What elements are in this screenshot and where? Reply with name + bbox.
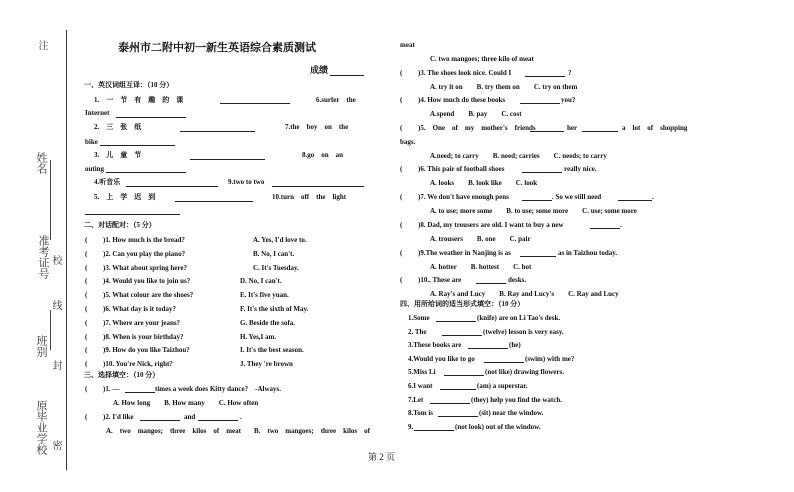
margin-class-label: 班别 (35, 335, 47, 357)
answer-paren[interactable]: ( (85, 236, 88, 244)
s1-blank-7[interactable] (100, 145, 175, 146)
s3-q8-paren[interactable]: ( (400, 221, 403, 229)
s3-q3-qmark: ? (568, 69, 572, 77)
s3-q2-text: )2. I'd like (103, 413, 134, 421)
margin-seal-xian: 线 (50, 300, 61, 310)
s3-q2-blank-1[interactable] (140, 420, 180, 421)
s3-q2-option-b-cont: meat (400, 41, 415, 49)
s1-item-9: 9.two to two (228, 178, 265, 186)
margin-exam-number-label: 准考证号 (37, 235, 49, 279)
page-title: 泰州市二附中初一新生英语综合素质测试 (118, 42, 316, 54)
fill-in-suffix: (am) a superstar. (477, 382, 528, 390)
s3-q1-options: A. How long B. How many C. How often (113, 399, 259, 407)
s1-item-5: 5. 上 学 迟 到 (94, 193, 156, 201)
margin-blank-2 (50, 310, 51, 350)
s3-q9-paren[interactable]: ( (400, 249, 403, 257)
s3-q1-blank[interactable] (125, 392, 155, 393)
answer-paren[interactable]: ( (85, 360, 88, 368)
s1-blank-1[interactable] (220, 103, 290, 104)
s3-q8-text: )8. Dad, my trousers are old. I want to buy a new (418, 221, 564, 229)
fill-in-suffix: (they) help you find the watch. (471, 396, 563, 404)
section3-heading: 三、选择填空：（10 分） (84, 371, 160, 379)
s1-item-8: 8.go on an (302, 151, 344, 159)
s1-item-6: 6.surfer the (316, 96, 356, 104)
s3-q5-text-end: a lot of shopping (622, 124, 688, 132)
s3-q9-options: A. hotter B. hottest C. hot (430, 263, 532, 271)
margin-blank-1 (50, 160, 51, 240)
fill-in-suffix: (swim) with me? (525, 355, 575, 363)
s3-q7-options: A. to use; more some B. to use; some more C. use; some more (430, 207, 637, 215)
s3-q5-blank-2[interactable] (582, 131, 618, 132)
matching-answer: B. No, I can't. (253, 250, 295, 258)
answer-paren[interactable]: ( (85, 346, 88, 354)
s1-item-7-cont: bike (85, 138, 98, 146)
s3-q8-options: A. trousers B. one C. pair (430, 235, 531, 243)
matching-question: )4. Would you like to join us? (103, 277, 191, 285)
s3-q10-text: )10.. These are (418, 276, 462, 284)
s3-q7-blank-2[interactable] (618, 200, 652, 201)
matching-answer: F. It's the sixth of May. (240, 305, 309, 313)
s3-q7-paren[interactable]: ( (400, 193, 403, 201)
s1-blank-5[interactable] (175, 201, 253, 202)
fill-in-blank[interactable] (444, 375, 484, 376)
s1-blank-10[interactable] (85, 214, 180, 215)
s3-q6-text-end: really nice. (564, 165, 597, 173)
fill-in-blank[interactable] (414, 430, 454, 431)
s3-q2-and: and (184, 413, 196, 421)
fill-in-suffix: (twelve) lesson is very easy. (483, 328, 564, 336)
s3-q6-blank[interactable] (522, 172, 562, 173)
s1-item-7: 7.the boy on the (285, 123, 349, 131)
score-blank[interactable] (330, 75, 364, 76)
matching-answer: E. It's five yuan. (240, 291, 289, 299)
binding-line (66, 30, 67, 470)
s3-q10-text-end: desks. (508, 276, 527, 284)
s3-q5-her: her (567, 124, 578, 132)
s3-q3-blank[interactable] (525, 76, 565, 77)
section1-heading: 一、英汉词组互译：（10 分） (84, 81, 174, 89)
matching-question: )9. How do you like Taizhou? (103, 346, 190, 354)
s3-q5-text-cont: bags. (400, 138, 416, 146)
fill-in-prefix: 3.These books are (408, 341, 462, 349)
s3-q1-text: )1. — (103, 385, 120, 393)
s3-q5-text: )5. One of my mother's friends (418, 124, 536, 132)
answer-paren[interactable]: ( (85, 264, 88, 272)
s1-blank-2[interactable] (180, 131, 255, 132)
s1-item-4: 4.听音乐 (94, 178, 121, 186)
s3-q10-blank[interactable] (476, 283, 506, 284)
fill-in-suffix: (knife) are on Li Tao's desk. (477, 314, 561, 322)
answer-paren[interactable]: ( (85, 250, 88, 258)
s1-blank-9[interactable] (272, 186, 364, 187)
matching-answer: H. Yes,I am. (240, 333, 277, 341)
fill-in-prefix: 8.Tom is (408, 409, 434, 417)
matching-question: )10. You're Nick, right? (103, 360, 173, 368)
fill-in-prefix: 5.Miss Li (408, 368, 436, 376)
answer-paren[interactable]: ( (85, 333, 88, 341)
section4-heading: 四、用所给词的适当形式填空：（10 分） (400, 300, 525, 308)
fill-in-blank[interactable] (484, 362, 524, 363)
s3-q2-option-b: B. two mangoes; three kilos of (254, 427, 370, 435)
s3-q2-period: . (240, 413, 242, 421)
s3-q2-paren[interactable]: ( (85, 413, 88, 421)
fill-in-prefix: 7.Let (408, 396, 424, 404)
matching-question: )3. What about spring here? (103, 264, 187, 272)
fill-in-blank[interactable] (430, 403, 470, 404)
s3-q6-text: )6. This pair of football shoes (418, 165, 505, 173)
margin-name-label: 姓名 (35, 152, 47, 174)
s3-q7-period: . (652, 193, 654, 201)
matching-question: )6. What day is it today? (103, 305, 176, 313)
s3-q4-text: )4. How much do these books (418, 96, 506, 104)
matching-question: )7. Where are your jeans? (103, 319, 181, 327)
matching-question: )8. When is your birthday? (103, 333, 184, 341)
s1-item-2: 2. 三 张 纸 (94, 123, 142, 131)
s3-q8-blank[interactable] (590, 228, 620, 229)
matching-question: )2. Can you play the piano? (103, 250, 186, 258)
s3-q1-paren[interactable]: ( (85, 385, 88, 393)
matching-question: )5. What colour are the shoes? (103, 291, 194, 299)
answer-paren[interactable]: ( (85, 277, 88, 285)
s3-q7-blank-1[interactable] (522, 200, 552, 201)
matching-answer: C. It's Tuesday. (253, 264, 299, 272)
s3-q8-period: . (620, 221, 622, 229)
s1-blank-8[interactable] (106, 172, 186, 173)
fill-in-blank[interactable] (436, 321, 476, 322)
fill-in-suffix: (sit) near the window. (479, 409, 544, 417)
answer-paren[interactable]: ( (85, 319, 88, 327)
matching-answer: G. Beside the sofa. (240, 319, 296, 327)
fill-in-suffix: (not like) drawing flowers. (485, 368, 564, 376)
s1-item-6-cont: Internet (85, 109, 110, 117)
fill-in-prefix: 4.Would you like to go (408, 355, 475, 363)
s3-q9-blank[interactable] (520, 256, 556, 257)
margin-school-label: 原毕业学校 (35, 400, 47, 455)
page-number: 第 2 页 (368, 452, 396, 462)
fill-in-prefix: 6.I want (408, 382, 433, 390)
margin-note-zhu: 注 (36, 40, 47, 50)
s3-q5-options: A.need; to carry B. need; carries C. needs; to carry (430, 152, 607, 160)
s3-q2-option-a: A. two mangos; three kilos of meat (106, 427, 241, 435)
margin-seal-feng: 封 (50, 360, 61, 370)
fill-in-prefix: 1.Some (408, 314, 430, 322)
fill-in-blank[interactable] (468, 348, 508, 349)
s3-q4-paren[interactable]: ( (400, 96, 403, 104)
s3-q9-text: )9.The weather in Nanjing is as (418, 249, 511, 257)
s3-q4-blank[interactable] (520, 103, 560, 104)
s1-blank-6[interactable] (116, 117, 186, 118)
s3-q5-blank-1[interactable] (530, 131, 564, 132)
s3-q2-option-c: C. two mangoes; three kilo of meat (430, 55, 534, 63)
answer-paren[interactable]: ( (85, 305, 88, 313)
matching-answer: I. It's the best season. (240, 346, 304, 354)
s1-item-3: 3. 儿 童 节 (94, 151, 142, 159)
section2-heading: 二、对话配对：（5 分） (84, 221, 156, 229)
fill-in-blank[interactable] (442, 335, 482, 336)
s3-q3-paren[interactable]: ( (400, 69, 403, 77)
s1-blank-4[interactable] (126, 186, 218, 187)
fill-in-blank[interactable] (440, 389, 476, 390)
s3-q10-paren[interactable]: ( (400, 276, 403, 284)
s3-q6-options: A. looks B. look like C. look (430, 179, 538, 187)
s3-q3-options: A. try it on B. try them on C. try on them (430, 83, 578, 91)
fill-in-prefix: 2. The (408, 328, 427, 336)
margin-seal-mi: 密 (50, 440, 61, 450)
s3-q5-paren[interactable]: ( (400, 124, 403, 132)
answer-paren[interactable]: ( (85, 291, 88, 299)
s1-item-1: 1. 一 节 有 趣 的 课 (94, 96, 184, 104)
matching-answer: D. No, I can't. (240, 277, 282, 285)
score-label: 成绩 (310, 65, 329, 75)
fill-in-suffix: (he) (509, 341, 521, 349)
s3-q6-paren[interactable]: ( (400, 165, 403, 173)
s3-q3-text: )3. The shoes look nice. Could I (418, 69, 512, 77)
matching-answer: J. They 're brown (240, 360, 293, 368)
s1-item-8-cont: outing (85, 165, 105, 173)
s1-blank-3[interactable] (190, 159, 265, 160)
matching-answer: A. Yes, I'd love to. (253, 236, 307, 244)
s3-q10-options: A. Ray's and Lucy B. Ray and Lucy's C. Ray and Lucy (430, 290, 619, 298)
s3-q4-options: A.spend B. pay C. cost (430, 110, 522, 118)
fill-in-blank[interactable] (438, 416, 478, 417)
s3-q1-text-end: times a week does Kitty dance? -Always. (155, 385, 281, 393)
s1-item-10: 10.turn off the light (272, 193, 347, 201)
s3-q9-text-end: as in Taizhou today. (558, 249, 618, 257)
s3-q2-blank-2[interactable] (198, 420, 238, 421)
s3-q7-text: )7. We don't have enough pens (418, 193, 509, 201)
margin-seal-xiao: 校 (50, 255, 61, 265)
fill-in-prefix: 9. (408, 423, 414, 431)
s3-q7-text-mid: . So we still need (552, 193, 602, 201)
matching-question: )1. How much is the bread? (103, 236, 185, 244)
s3-q4-text-end: you? (561, 96, 576, 104)
fill-in-suffix: (not look) out of the window. (455, 423, 541, 431)
